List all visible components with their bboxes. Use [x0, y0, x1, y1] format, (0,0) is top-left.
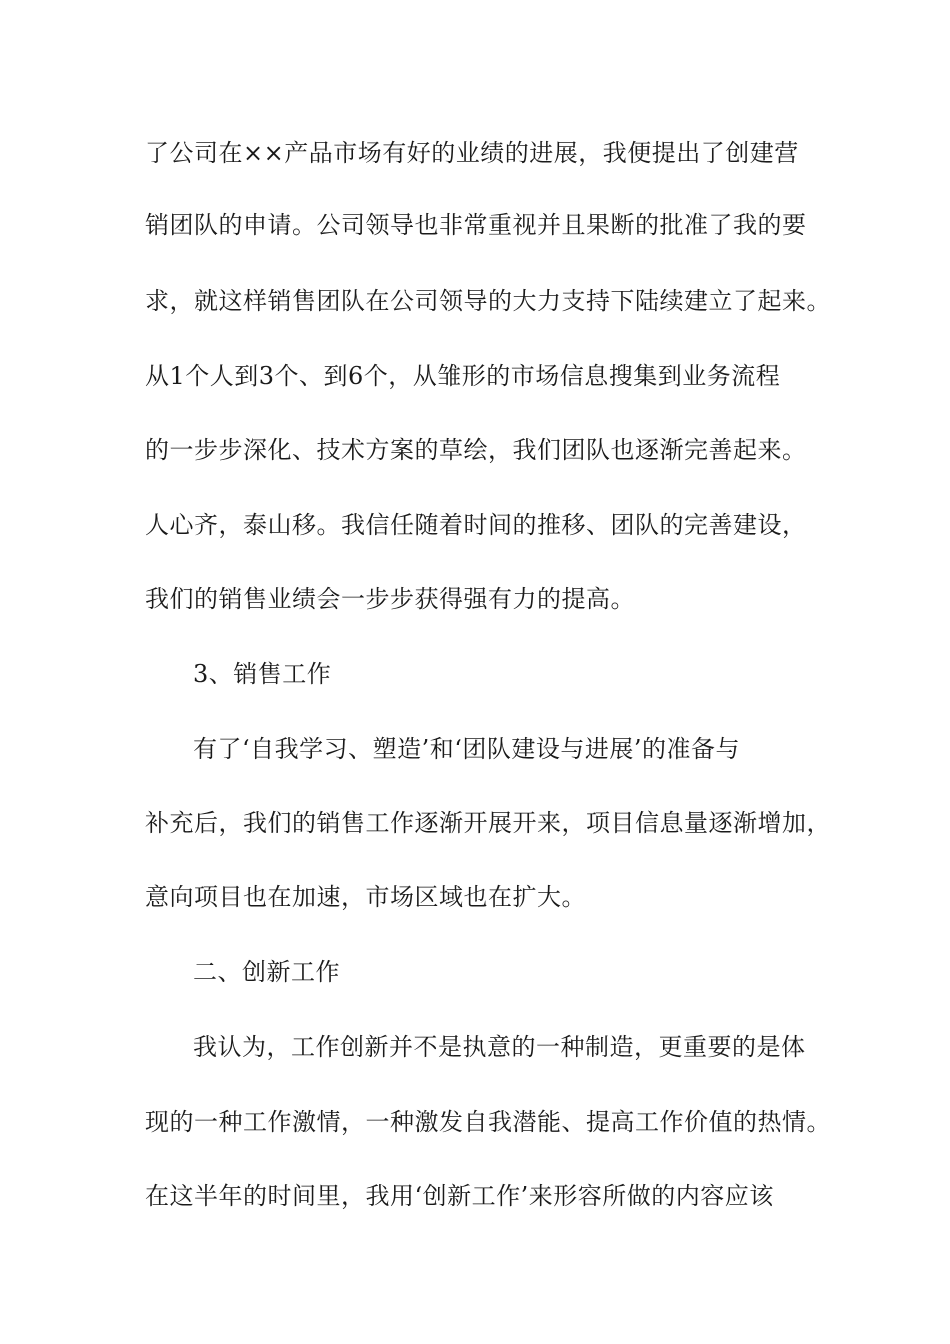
paragraph-line: 的一步步深化、技术方案的草绘，我们团队也逐渐完善起来。 — [145, 436, 807, 464]
paragraph-line: 现的一种工作激情，一种激发自我潜能、提高工作价值的热情。 — [145, 1108, 831, 1136]
paragraph-line: 销团队的申请。公司领导也非常重视并且果断的批准了我的要 — [145, 211, 807, 239]
section-heading: 3、销售工作 — [193, 660, 332, 688]
paragraph-line: 我认为，工作创新并不是执意的一种制造，更重要的是体 — [193, 1033, 806, 1061]
paragraph-line: 人心齐，泰山移。我信任随着时间的推移、团队的完善建设， — [145, 511, 807, 539]
paragraph-line: 在这半年的时间里，我用‘创新工作’来形容所做的内容应该 — [145, 1182, 774, 1210]
paragraph-line: 我们的销售业绩会一步步获得强有力的提高。 — [145, 585, 635, 613]
paragraph-line: 有了‘自我学习、塑造’和‘团队建设与进展’的准备与 — [193, 735, 741, 763]
paragraph-line: 意向项目也在加速，市场区域也在扩大。 — [145, 883, 586, 911]
paragraph-line: 补充后，我们的销售工作逐渐开展开来，项目信息量逐渐增加， — [145, 809, 831, 837]
paragraph-line: 求，就这样销售团队在公司领导的大力支持下陆续建立了起来。 — [145, 287, 831, 315]
paragraph-line: 了公司在××产品市场有好的业绩的进展，我便提出了创建营 — [145, 139, 799, 167]
paragraph-line: 从1个人到3个、到6个，从雏形的市场信息搜集到业务流程 — [145, 362, 781, 390]
section-heading: 二、创新工作 — [193, 958, 340, 986]
